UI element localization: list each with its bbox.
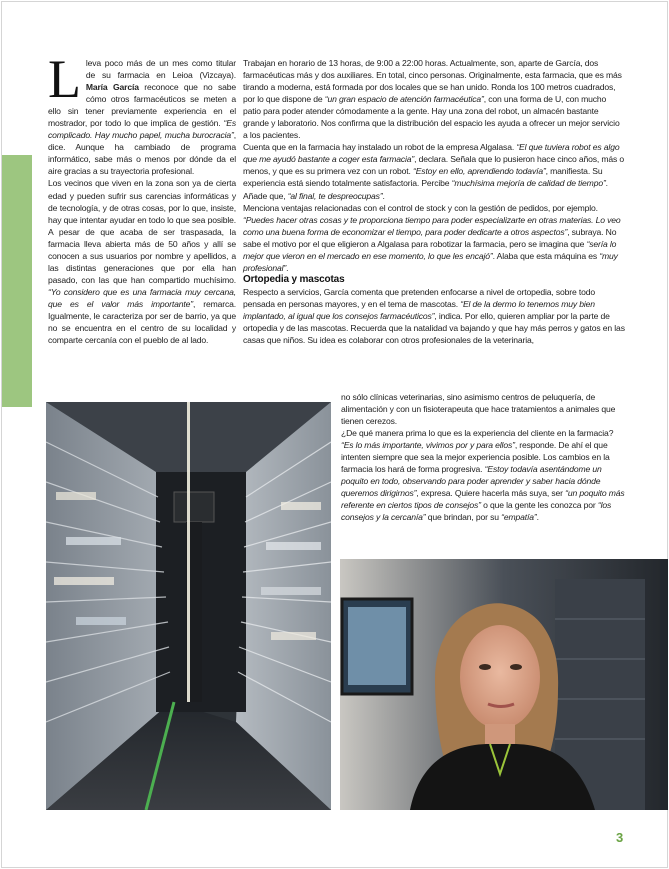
text: , responde. De ahí el que intenten siempre que sea la mejor experiencia posible. Los cambios en la farmacia los hará de forma progresiva.	[341, 440, 610, 475]
quote: “los consejos y la cercanía”	[341, 500, 612, 523]
text: , subraya. No sabe el motivo por el que eligieron a Algalasa para robotizar la farmacia, pero se imagina que	[243, 226, 617, 249]
quote: “El que tuviera robot es algo que me ayudó bastante a coger esta farmacia”	[243, 142, 620, 165]
text: . Alaba que esta máquina es	[492, 250, 600, 261]
article-column-2	[243, 57, 625, 346]
quote: “Estoy todavía asentándome un poquito en todo, observando para poder aprender y saber hacia dónde queremos dirigirnos”	[341, 464, 602, 499]
quote: “muchísima mejoría de calidad de tiempo”	[451, 178, 606, 189]
text: , remarca. Igualmente, le caracteriza por ser de barrio, ya que no se encuentra en el centro de su localidad y comparte cercanía con el pueblo de al lado.	[48, 298, 236, 346]
text: .	[286, 262, 289, 273]
pharmacist-portrait-illustration	[340, 559, 668, 810]
text: Los vecinos que viven en la zona son ya de cierta edad y pueden sufrir sus carencias informáticas y de tecnología, y de otras cosas, por lo que, insiste, hay que intentar ayudar en todo lo que sea posible. A pesar de que acaba de ser traspasada, la farmacia lleva abierta más de 50 años y allí se conocen a sus usuarios por nombre y apellidos, a las distintas generaciones que por ella han pasado, con las que han compartido muchísimo.	[48, 178, 236, 285]
section-heading: Ortopedia y mascotas	[243, 273, 345, 285]
text: .	[382, 190, 385, 201]
paragraph	[48, 177, 236, 346]
page-number: 3	[616, 830, 624, 845]
quote: “El de la dermo lo tenemos muy bien implantado, al igual que los consejos farmacéuticos”	[243, 298, 595, 321]
text: ¿De qué manera prima lo que es la experiencia del cliente en la farmacia?	[341, 428, 614, 439]
paragraph	[243, 286, 625, 346]
quote: “sería lo mejor que vieron en el mercado en ese momento, lo que les encajó”	[243, 238, 617, 261]
paragraph	[243, 202, 625, 274]
text: .	[536, 512, 539, 523]
article-column-3	[341, 391, 626, 524]
text: , con una forma de U, con mucho patio para poder atender cómodamente a la gente. Hay una zona del robot, un almacén bastante grande y laboratorio. Nos confirma que la distribución del espacio les ayuda a ofrecer un mejor servicio a los pacientes.	[243, 94, 620, 141]
pharmacy-robot-photo	[46, 402, 331, 810]
text: , dice. Aunque ha cambiado de programa informático, sabe más o menos por dónde da el aire gracias a su trayectoria profesional.	[48, 130, 236, 177]
text: leva poco más de un mes como titular de su farmacia en Leioa (Vizcaya).	[85, 58, 236, 81]
text: , indica. Por ello, quieren ampliar por la parte de ortopedia y de las mascotas. Recuerda que la natalidad va bajando y que hay más perros y gatos en las casas que niños. Su idea es colaborar con otros profesionales de la veterinaria,	[243, 310, 625, 346]
quote: “un poquito más referente en ciertos tipos de consejos”	[341, 488, 625, 511]
pharmacy-robot-illustration	[46, 402, 331, 810]
text: , expresa. Quiere hacerla más suya, ser	[416, 488, 566, 499]
green-side-tab	[2, 155, 32, 407]
text: Menciona ventajas relacionadas con el control de stock y con la gestión de pedidos, por ejemplo.	[243, 202, 598, 213]
quote: “al final, te despreocupas”	[287, 190, 383, 201]
text: Cuenta que en la farmacia hay instalado un robot de la empresa Algalasa.	[243, 142, 517, 153]
text: que brindan, por su	[425, 512, 502, 523]
text: . Añade que,	[243, 178, 608, 201]
text: o que la gente les conozca por	[480, 500, 598, 511]
text: reconoce que no sabe cómo otros farmacéuticos se meten a ello sin tener previamente experiencia en el mostrador, por todo lo que implica de gestión.	[48, 82, 236, 129]
quote: “Es complicado. Hay mucho papel, mucha burocracia”	[48, 118, 236, 141]
paragraph	[243, 141, 625, 201]
paragraph	[341, 427, 626, 523]
text: Trabajan en horario de 13 horas, de 9:00 a 22:00 horas. Actualmente, son, aparte de García, dos farmacéuticas más y dos auxiliares. En total, cinco personas. Originalmente, esta farmacia, que es más tirando a moderna, está formada por dos locales que se han unido. Ronda los 100 metros cuadrados, por lo que dispone de	[243, 58, 622, 105]
paragraph	[243, 57, 625, 141]
quote: “Yo considero que es una farmacia muy cercana, que es el valor más importante”	[48, 286, 236, 309]
text: Respecto a servicios, García comenta que pretenden enfocarse a nivel de ortopedia, sobre todo pensada en personas mayores, y en el tema de mascotas.	[243, 286, 595, 309]
person-name: María García	[85, 82, 139, 93]
text: , manifiesta. Su experiencia está siendo totalmente satisfactoria. Percibe	[243, 166, 603, 189]
quote: “Estoy en ello, aprendiendo todavía”	[413, 166, 546, 177]
paragraph: no sólo clínicas veterinarias, sino asimismo centros de peluquería, de alimentación y con un fisioterapeuta que hace tratamientos a animales que tienen cerezos.	[341, 392, 616, 427]
pharmacist-portrait-photo	[340, 559, 668, 810]
article-column-1	[48, 49, 236, 346]
quote: “muy profesional”	[243, 250, 618, 273]
drop-cap: L	[48, 49, 81, 109]
text: , declara. Señala que lo pusieron hace cinco años, más o menos, y que es su primera vez con un robot.	[243, 154, 625, 177]
quote: “Es lo más importante, vivimos por y para ellos”	[341, 440, 515, 451]
quote: “Puedes hacer otras cosas y te proporciona tiempo para poder especializarte en otras materias. Lo veo como una buena forma de economizar el tiempo, para poder dedicarte a otros aspectos”	[243, 214, 621, 237]
quote: “un gran espacio de atención farmacéutica”	[324, 94, 484, 105]
paragraph	[48, 49, 236, 177]
quote: “empatía”	[501, 512, 537, 523]
